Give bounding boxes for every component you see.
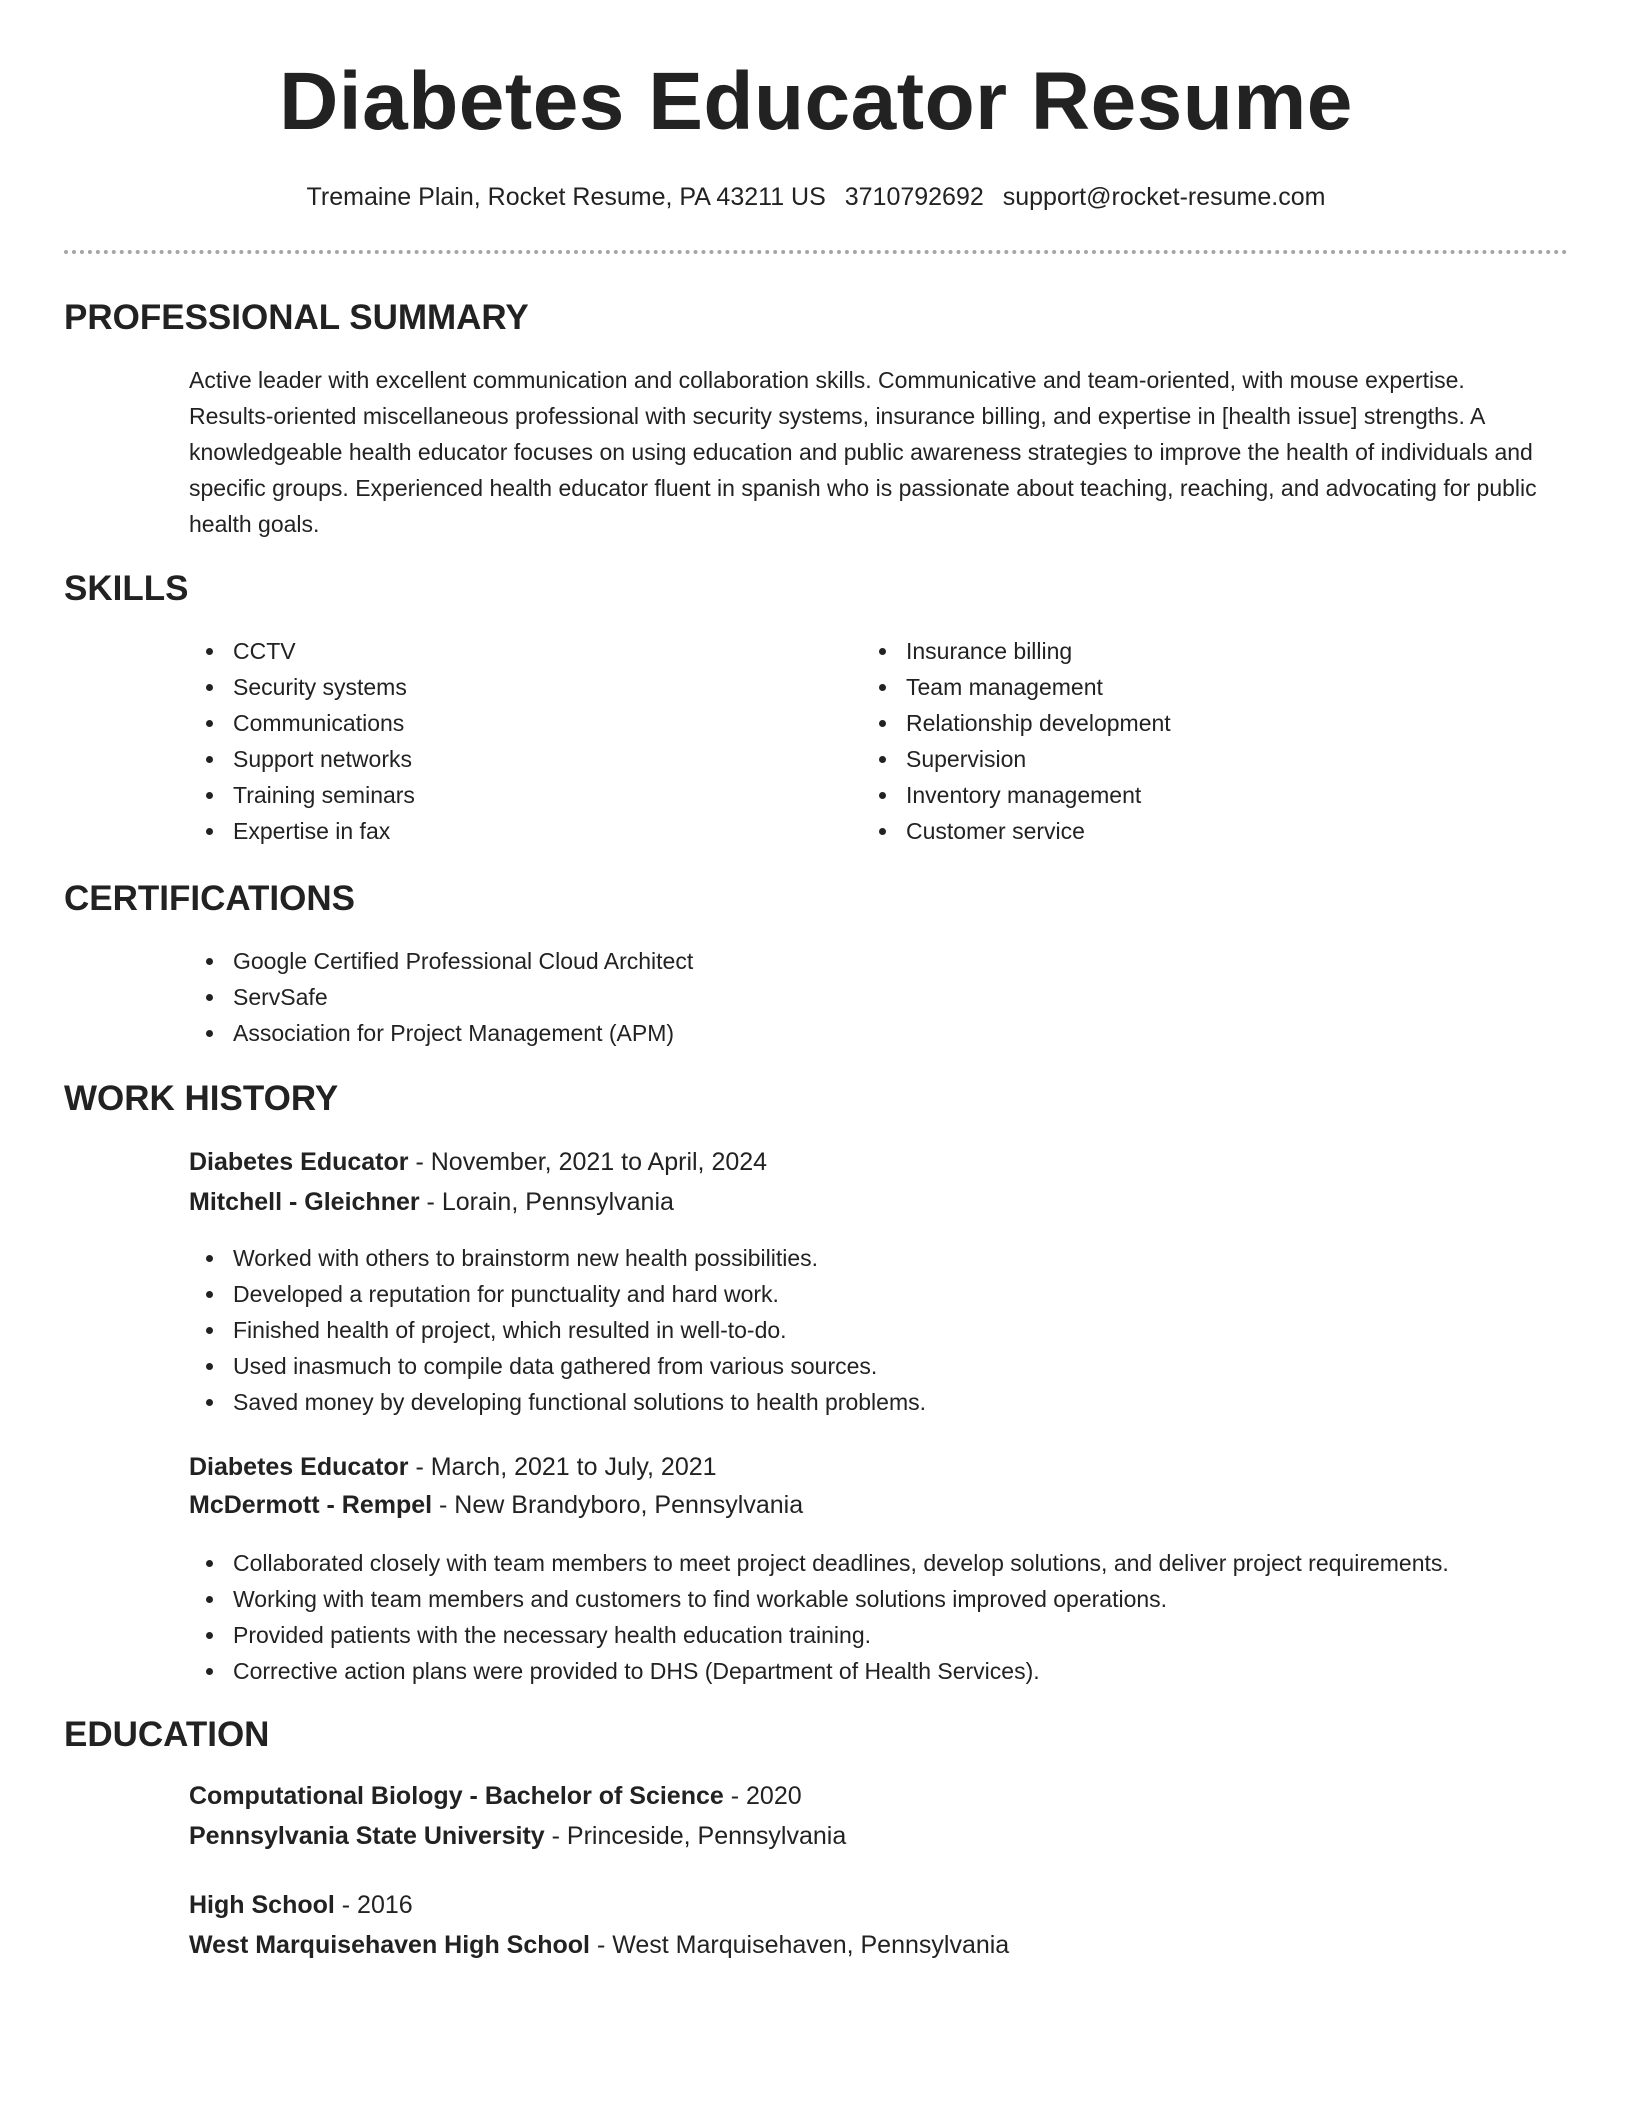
education-location: - Princeside, Pennsylvania: [544, 1822, 847, 1850]
skill-item: Communications: [189, 705, 415, 741]
job-bullet: Used inasmuch to compile data gathered from various sources.: [189, 1348, 926, 1384]
job-bullet: Saved money by developing functional solutions to health problems.: [189, 1384, 926, 1420]
skill-item: Team management: [862, 669, 1171, 705]
job-bullets: [189, 1240, 926, 1420]
education-school: West Marquisehaven High School: [189, 1931, 591, 1959]
job-dates: - November, 2021 to April, 2024: [408, 1148, 768, 1176]
job-company: Mitchell - Gleichner: [189, 1188, 420, 1216]
contact-email: support@rocket-resume.com: [1002, 183, 1326, 211]
job-company-line: [189, 1488, 803, 1522]
resume-title: Diabetes Educator Resume: [279, 56, 1353, 147]
job-bullet: Corrective action plans were provided to DHS (Department of Health Services).: [189, 1653, 1449, 1689]
skills-list-left: [189, 633, 415, 849]
skill-item: Customer service: [862, 813, 1171, 849]
job-bullets: [189, 1545, 1449, 1689]
job-bullet: Finished health of project, which resulted in well-to-do.: [189, 1312, 926, 1348]
header-divider: [64, 250, 1568, 254]
job-bullet: Worked with others to brainstorm new health possibilities.: [189, 1240, 926, 1276]
skill-item: Inventory management: [862, 777, 1171, 813]
certification-item: Google Certified Professional Cloud Architect: [189, 943, 693, 979]
skills-list-right: [862, 633, 1171, 849]
job-bullet: Collaborated closely with team members to meet project deadlines, develop solutions, and deliver project requirements.: [189, 1545, 1449, 1581]
education-degree: Computational Biology - Bachelor of Science: [189, 1782, 724, 1810]
job-company: McDermott - Rempel: [189, 1491, 433, 1519]
job-bullet: Provided patients with the necessary health education training.: [189, 1617, 1449, 1653]
contact-line: [0, 180, 1632, 214]
certifications-list: [189, 943, 693, 1051]
skill-item: CCTV: [189, 633, 415, 669]
skill-item: Security systems: [189, 669, 415, 705]
job-dates: - March, 2021 to July, 2021: [408, 1453, 717, 1481]
job-title-line: [189, 1450, 717, 1484]
skill-item: Training seminars: [189, 777, 415, 813]
skill-item: Supervision: [862, 741, 1171, 777]
education-location: - West Marquisehaven, Pennsylvania: [590, 1931, 1010, 1959]
education-degree-line: [189, 1888, 413, 1922]
education-year: - 2020: [723, 1782, 802, 1810]
job-bullet: Working with team members and customers to find workable solutions improved operations.: [189, 1581, 1449, 1617]
skills-heading: SKILLS: [64, 569, 189, 608]
job-location: - New Brandyboro, Pennsylvania: [432, 1491, 804, 1519]
job-bullet: Developed a reputation for punctuality and hard work.: [189, 1276, 926, 1312]
education-year: - 2016: [334, 1891, 413, 1919]
work-history-heading: WORK HISTORY: [64, 1079, 339, 1118]
job-company-line: [189, 1185, 674, 1219]
education-school-line: [189, 1819, 846, 1853]
education-degree: High School: [189, 1891, 335, 1919]
job-title: Diabetes Educator: [189, 1453, 409, 1481]
summary-heading: PROFESSIONAL SUMMARY: [64, 298, 529, 337]
education-heading: EDUCATION: [64, 1715, 270, 1754]
contact-phone: 3710792692: [844, 183, 984, 211]
education-school-line: [189, 1928, 1009, 1962]
contact-address: Tremaine Plain, Rocket Resume, PA 43211 US: [306, 183, 826, 211]
education-school: Pennsylvania State University: [189, 1822, 545, 1850]
job-location: - Lorain, Pennsylvania: [419, 1188, 674, 1216]
skill-item: Support networks: [189, 741, 415, 777]
skill-item: Expertise in fax: [189, 813, 415, 849]
education-degree-line: [189, 1779, 802, 1813]
summary-text: Active leader with excellent communication and collaboration skills. Communicative and team-oriented, with mouse expertise. Results-oriented miscellaneous professional with security systems, insurance billing, and expertise in [health issue] strengths. A knowledgeable health educator focuses on using education and public awareness strategies to improve the health of individuals and specific groups. Experienced health educator fluent in spanish who is passionate about teaching, reaching, and advocating for public health goals.: [189, 367, 1537, 537]
job-title: Diabetes Educator: [189, 1148, 409, 1176]
job-title-line: [189, 1145, 767, 1179]
skill-item: Insurance billing: [862, 633, 1171, 669]
certifications-heading: CERTIFICATIONS: [64, 879, 356, 918]
certification-item: Association for Project Management (APM): [189, 1015, 693, 1051]
certification-item: ServSafe: [189, 979, 693, 1015]
skill-item: Relationship development: [862, 705, 1171, 741]
